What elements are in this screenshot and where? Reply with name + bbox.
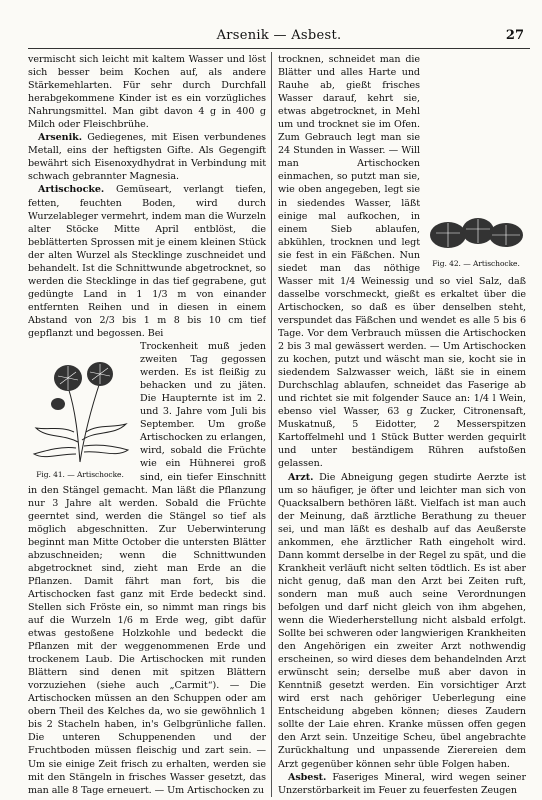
- entry-headword: Artischocke.: [38, 184, 105, 196]
- figure-41: [28, 342, 132, 479]
- entry-artischocke: [28, 183, 266, 340]
- entry-text: Die Abneigung gegen studirte Aerzte ist um so häufiger, je öfter und leichter man sich von Quacksalbern bethören läßt. Vielfach ist man auch der Meinung, daß ärztliche Berathung zu theuer sei, und man läßt es deshalb auf das Aeußerste ankommen, ehe ärztlicher Rath eingeholt wird. Dann kommt derselbe in der Regel zu spät, und die Krankheit verläuft nicht selten tödtlich. Es ist aber nicht genug, daß man den Arzt bei Zeiten ruft, sondern man muß auch seine Verordnungen befolgen und darf nicht gleich von ihm abgehen, wenn die Wiederherstellung nicht alsbald erfolgt. Sollte bei schweren oder langwierigen Krankheiten den Angehörigen ein zweiter Arzt nothwendig erscheinen, so wird dieses dem behandelnden Arzt erwünscht sein; derselbe muß aber davon in Kenntniß gesetzt werden. Ein vorsichtiger Arzt wird erst nach gehöriger Ueberlegung eine Entscheidung abgeben können; dieses Zaudern sollte der Laie ehren. Kranke müssen offen gegen den Arzt sein. Unzeitige Scheu, übel angebrachte Zurückhaltung und unpassende Zierereien dem Arzt gegenüber können sehr üble Folgen haben.: [278, 471, 526, 770]
- entry-artischocke-continued: Trockenheit muß jeden zweiten Tag gegossen werden. Es ist fleißig zu behacken und zu jäten. Die Haupternte ist im 2. und 3. Jahre vom Juli bis September. Um große Artischocken zu erlangen, wird, sobald die Früchte wie ein Hühnerei groß sind, ein tiefer Einschnitt in den Stängel gemacht. Man läßt die Pflanzung nur 3 Jahre alt werden. Sobald die Früchte geerntet sind, werden die Stängel so tief als möglich abgeschnitten. Zur Ueberwinterung beginnt man Mitte October die untersten Blätter abzuschneiden; wenn die Schnittwunden abgetrocknet sind, zieht man Erde an die Pflanzen. Damit fährt man fort, bis die Artischocken fast ganz mit Erde bedeckt sind. Stellen sich Fröste ein, so nimmt man rings bis auf die Wurzeln 1/6 m Erde weg, gibt dafür etwas gestoßene Holzkohle und bedeckt die Pflanzen mit der weggenommenen Erde und trockenem Laub. Die Artischocken mit runden Blättern sind denen mit spitzen Blättern vorzuziehen (siehe auch „Carmit“). — Die Artischocken müssen an den Schuppen oder am obern Theil des Kelches da, wo sie gewöhnlich 1 bis 2 Stacheln haben, in's Gelbgrünliche fallen. Die unteren Schuppenenden und der Fruchtboden müssen fleischig und zart sein. — Um sie einige Zeit frisch zu erhalten, werden sie mit den Stängeln in frisches Wasser gesetzt, das man alle 8 Tage erneuert. — Um Artischocken zu: [28, 341, 266, 796]
- figure-42-caption: Fig. 42. — Artischocke.: [432, 259, 520, 269]
- entry-arsenik: [28, 131, 266, 183]
- page-number: 27: [505, 28, 524, 43]
- left-column: [28, 53, 266, 800]
- column-divider: [271, 52, 272, 797]
- artichoke-heads-illustration: [426, 213, 526, 255]
- running-header: [28, 28, 530, 46]
- entry-arzt: [278, 471, 526, 771]
- figure-41-caption: Fig. 41. — Artischocke.: [36, 470, 124, 480]
- entry-asbest: [278, 771, 526, 797]
- entry-text: Faseriges Mineral, wird wegen seiner Unzerstörbarkeit im Feuer zu feuerfesten Zeugen: [278, 771, 526, 796]
- header-title: Arsenik — Asbest.: [216, 28, 342, 43]
- entry-headword: Asbest.: [288, 771, 327, 783]
- entry-text: Gemüseart, verlangt tiefen, fetten, feuchten Boden, wird durch Wurzelableger vermehrt, indem man die Wurzeln alter Stöcke Mitte April entblöst, die beblätterten Sprossen mit je einem kleinen Stück der alten Wurzel als Stecklinge zuschneidet und behandelt. Ist die Schnittwunde abgetrocknet, so werden die Stecklinge in das tief gegrabene, gut gedüngte Land in 1 1/3 m von einander entfernten Reihen und in diesen in einem Abstand von 2/3 bis 1 m 8 bis 10 cm tief gepflanzt und begossen. Bei: [28, 184, 266, 339]
- entry-headword: Arsenik.: [38, 132, 82, 144]
- entry-artischocke-right: trocknen, schneidet man die Blätter und alles Harte und Rauhe ab, gießt frisches Wasser darauf, kehrt sie, etwas abgetrocknet, in Mehl um und trocknet sie im Ofen. Zum Gebrauch legt man sie 24 Stunden in Wasser. — Will man Artischocken einmachen, so putzt man sie, wie oben angegeben, legt sie in siedendes Wasser, läßt einige mal aufkochen, in einem Sieb ablaufen, abkühlen, trocknen und legt sie fest in ein Fäßchen. Nun siedet man das nöthige Wasser mit 1/4 Weinessig und so viel Salz, daß dasselbe vorschmeckt, gießt es erkaltet über die Artischocken, so daß es über denselben steht, verspundet das Fäßchen und wendet es alle 5 bis 6 Tage. Vor dem Verbrauch müssen die Artischocken 2 bis 3 mal gewässert werden. — Um Artischocken zu kochen, putzt und wäscht man sie, kocht sie in siedendem Salzwasser weich, läßt sie in einem Durchschlag ablaufen, schneidet das Faserige ab und richtet sie mit folgender Sauce an: 1/4 l Wein, ebenso viel Wasser, 63 g Zucker, Citronensaft, Muskatnuß, 5 Eidotter, 2 Messerspitzen Kartoffelmehl und 1 Stück Butter werden gequirlt und unter beständigem Rühren aufstoßen gelassen.: [278, 54, 526, 470]
- header-rule: [28, 48, 530, 49]
- entry-headword: Arzt.: [288, 471, 314, 483]
- artichoke-plant-illustration: [28, 342, 132, 466]
- right-column: [278, 53, 526, 800]
- entry-text: Gediegenes, mit Eisen verbundenes Metall, eins der heftigsten Gifte. Als Gegengift bewährt sich Eisenoxydhydrat in Verbindung mit schwach gebrannter Magnesia.: [28, 132, 266, 183]
- paragraph-staerkemehl: vermischt sich leicht mit kaltem Wasser und löst sich besser beim Kochen auf, als andere Stärkemehlarten. Für sehr durch Durchfall herabgekommene Kinder ist es ein vorzügliches Nahrungsmittel. Man gibt davon 4 g in 400 g Milch oder Fleischbrühe.: [28, 54, 266, 131]
- figure-42: [426, 213, 526, 268]
